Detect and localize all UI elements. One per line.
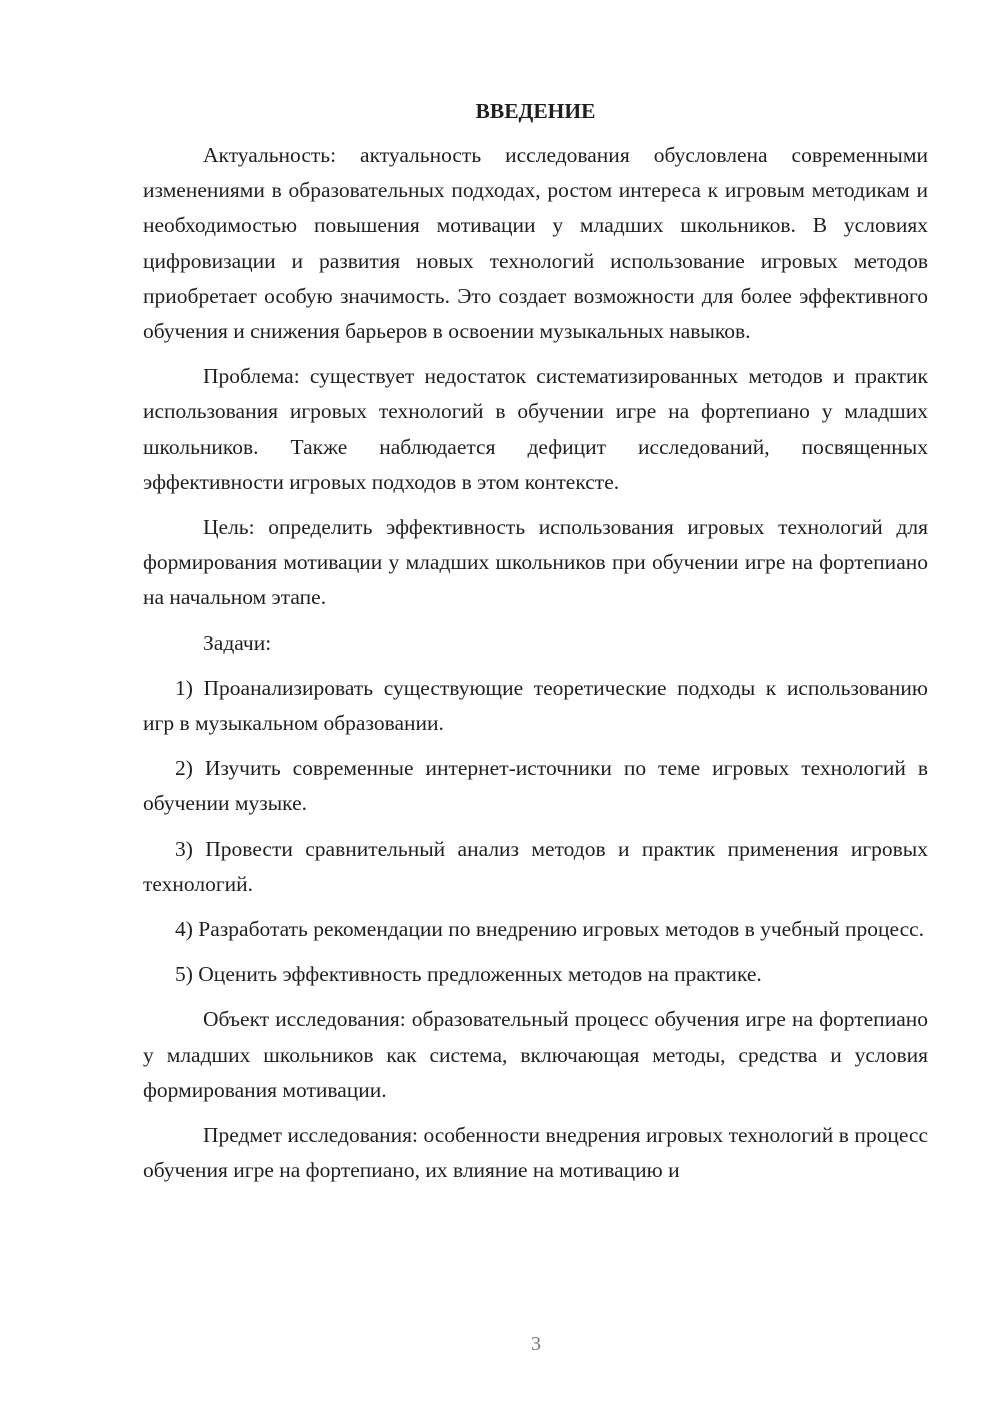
page-number: 3 xyxy=(531,1333,541,1355)
task-item-3: 3) Провести сравнительный анализ методов и практик применения игровых технологий. xyxy=(143,836,928,896)
paragraph-goal: Цель: определить эффективность использования игровых технологий для формирования мотивации у младших школьников при обучении игре на фортепиано на начальном этапе. xyxy=(143,515,928,610)
section-title: ВВЕДЕНИЕ xyxy=(475,99,596,123)
document-page xyxy=(143,94,928,1188)
paragraph-subject: Предмет исследования: особенности внедрения игровых технологий в процесс обучения игре на фортепиано, их влияние на мотивацию и xyxy=(143,1123,928,1183)
paragraph-tasks-heading: Задачи: xyxy=(203,630,272,655)
task-item-4: 4) Разработать рекомендации по внедрению игровых методов в учебный процесс. xyxy=(175,917,925,942)
task-item-2: 2) Изучить современные интернет-источники по теме игровых технологий в обучении музыке. xyxy=(143,756,928,816)
paragraph-problem: Проблема: существует недостаток систематизированных методов и практик использования игровых технологий в обучении игре на фортепиано у младших школьников. Также наблюдается дефицит исследований, посвященных эффективности игровых подходов в этом контексте. xyxy=(143,364,928,494)
paragraph-object: Объект исследования: образовательный процесс обучения игре на фортепиано у младших школьников как система, включающая методы, средства и условия формирования мотивации. xyxy=(143,1007,928,1102)
task-item-1: 1) Проанализировать существующие теоретические подходы к использованию игр в музыкальном образовании. xyxy=(143,675,928,736)
paragraph-relevance: Актуальность: актуальность исследования обусловлена современными изменениями в образовательных подходах, ростом интереса к игровым методикам и необходимостью повышения мотивации у младших школьников. В условиях цифровизации и развития новых технологий использование игровых методов приобретает особую значимость. Это создает возможности для более эффективного обучения и снижения барьеров в освоении музыкальных навыков. xyxy=(143,143,928,344)
task-item-5: 5) Оценить эффективность предложенных методов на практике. xyxy=(175,962,762,987)
